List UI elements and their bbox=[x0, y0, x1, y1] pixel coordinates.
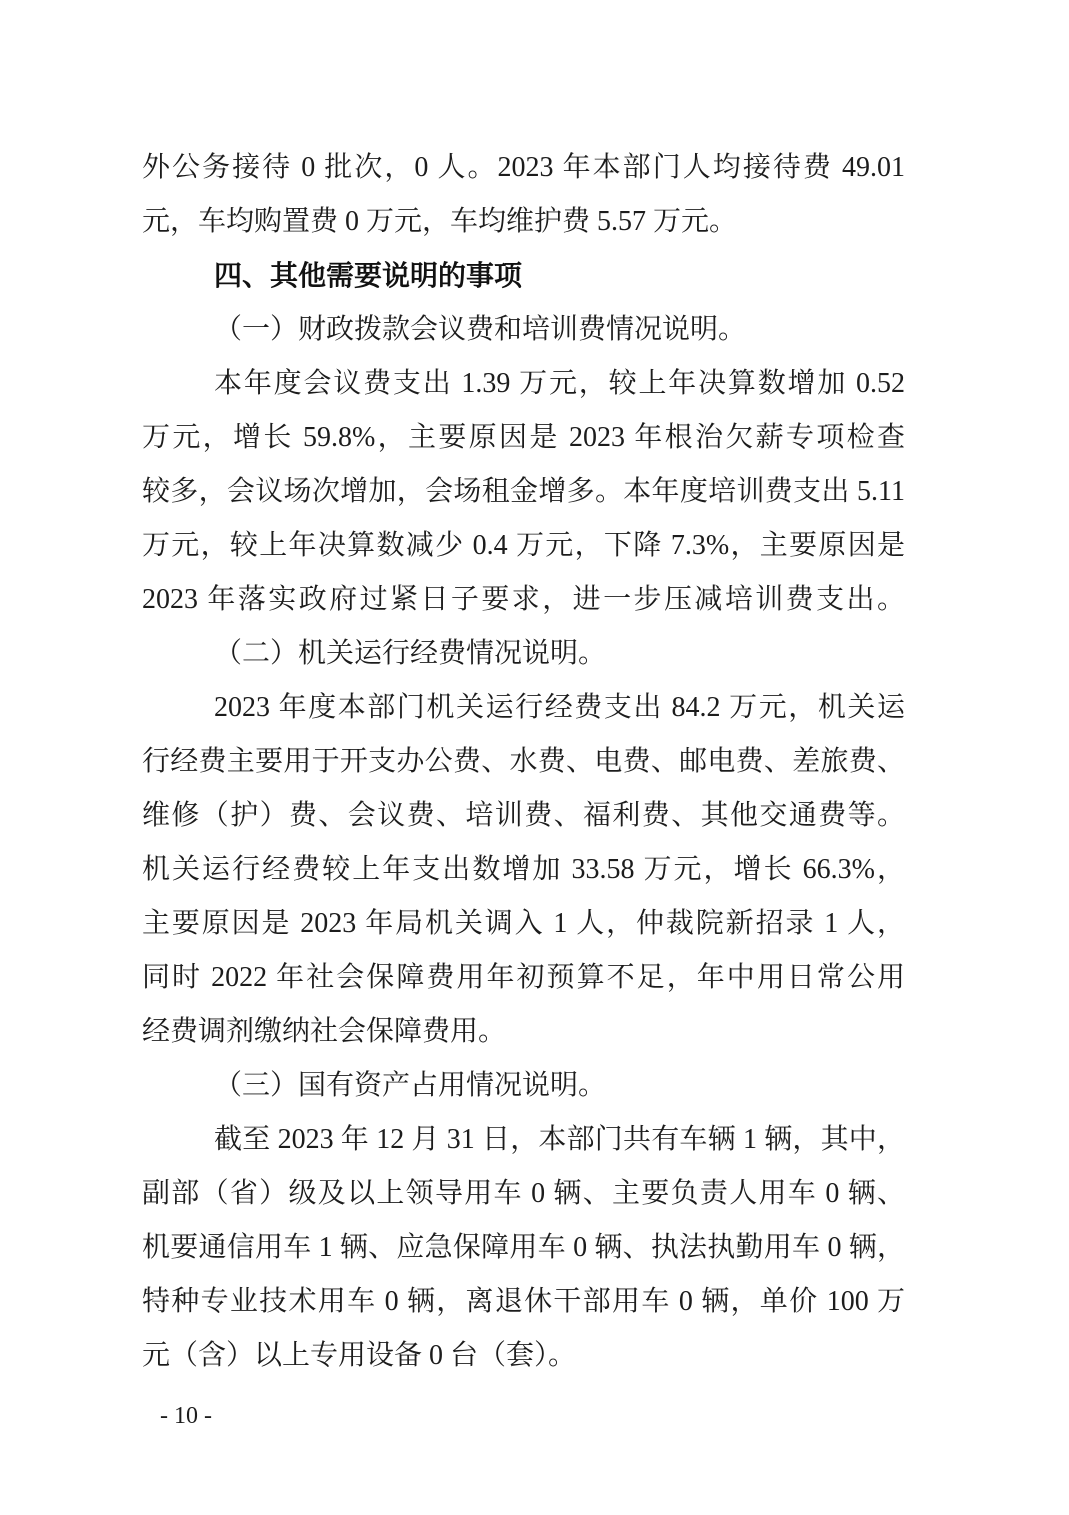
body-text-line: 截至 2023 年 12 月 31 日，本部门共有车辆 1 辆，其中， bbox=[214, 1124, 905, 1155]
body-text-line: 机关运行经费较上年支出数增加 33.58 万元，增长 66.3%， bbox=[142, 854, 905, 885]
body-text-line: 副部（省）级及以上领导用车 0 辆、主要负责人用车 0 辆、 bbox=[142, 1178, 905, 1209]
document-body bbox=[142, 141, 905, 1383]
body-text-line: 2023 年落实政府过紧日子要求，进一步压减培训费支出。 bbox=[142, 584, 905, 615]
subsection-heading: （二）机关运行经费情况说明。 bbox=[214, 638, 607, 669]
body-text-line: 同时 2022 年社会保障费用年初预算不足，年中用日常公用 bbox=[142, 962, 905, 993]
body-text-line: 维修（护）费、会议费、培训费、福利费、其他交通费等。 bbox=[142, 800, 905, 831]
body-text-line: 较多，会议场次增加，会场租金增多。本年度培训费支出 5.11 bbox=[142, 476, 905, 507]
section-heading: 四、其他需要说明的事项 bbox=[214, 260, 523, 291]
body-text-line: 行经费主要用于开支办公费、水费、电费、邮电费、差旅费、 bbox=[142, 746, 905, 777]
body-text-line: 经费调剂缴纳社会保障费用。 bbox=[142, 1016, 507, 1047]
body-text-line: 万元，增长 59.8%，主要原因是 2023 年根治欠薪专项检查 bbox=[142, 422, 905, 453]
body-text-line: 主要原因是 2023 年局机关调入 1 人，仲裁院新招录 1 人， bbox=[142, 908, 905, 939]
body-text-line: 2023 年度本部门机关运行经费支出 84.2 万元，机关运 bbox=[214, 692, 905, 723]
subsection-heading: （一）财政拨款会议费和培训费情况说明。 bbox=[214, 314, 747, 345]
body-text-line: 万元，较上年决算数减少 0.4 万元，下降 7.3%，主要原因是 bbox=[142, 530, 905, 561]
body-text-line: 元，车均购置费 0 万元，车均维护费 5.57 万元。 bbox=[142, 206, 738, 237]
body-text-line: 机要通信用车 1 辆、应急保障用车 0 辆、执法执勤用车 0 辆， bbox=[142, 1232, 905, 1263]
body-text-line: 元（含）以上专用设备 0 台（套）。 bbox=[142, 1340, 577, 1371]
body-text-line: 特种专业技术用车 0 辆，离退休干部用车 0 辆，单价 100 万 bbox=[142, 1286, 905, 1317]
page-number: - 10 - bbox=[160, 1403, 212, 1429]
body-text-line: 外公务接待 0 批次，0 人。2023 年本部门人均接待费 49.01 bbox=[142, 152, 905, 183]
subsection-heading: （三）国有资产占用情况说明。 bbox=[214, 1070, 607, 1101]
body-text-line: 本年度会议费支出 1.39 万元，较上年决算数增加 0.52 bbox=[214, 368, 905, 399]
